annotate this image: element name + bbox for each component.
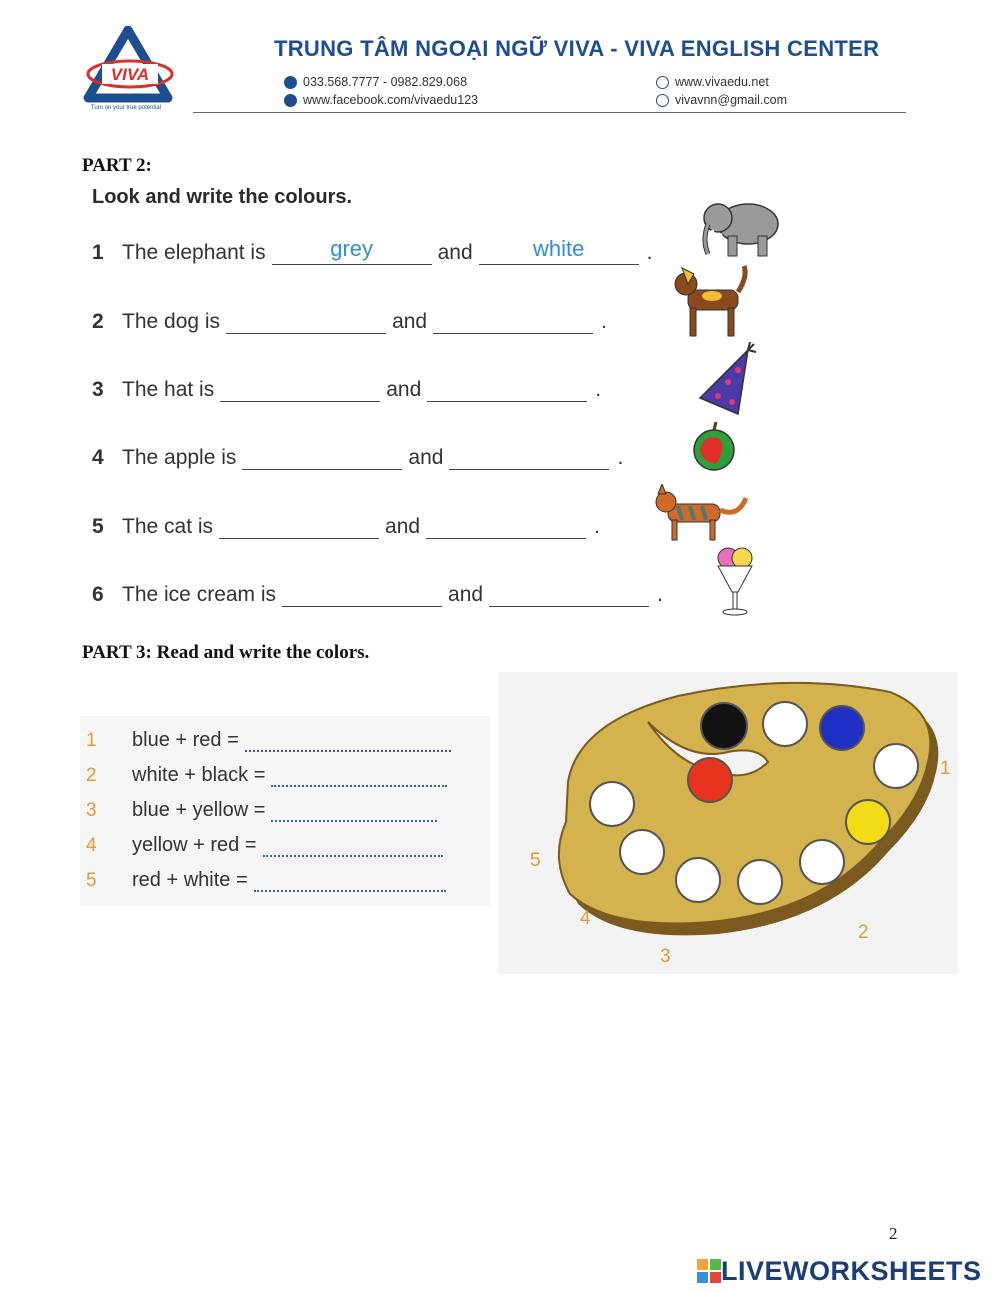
row-connector: and bbox=[408, 446, 444, 469]
row-number: 5 bbox=[92, 515, 104, 538]
facebook-text[interactable]: www.facebook.com/vivaedu123 bbox=[303, 93, 479, 107]
email-icon bbox=[656, 94, 669, 107]
header-divider bbox=[193, 112, 906, 113]
part2-heading: PART 2: bbox=[82, 155, 152, 176]
mix-row-5 bbox=[86, 862, 446, 892]
mix-equation: blue + yellow = bbox=[132, 799, 266, 821]
white-paint bbox=[874, 744, 918, 788]
mix-answer-5[interactable] bbox=[254, 872, 446, 892]
white-paint bbox=[800, 840, 844, 884]
elephant-picture bbox=[698, 194, 786, 265]
row-number: 2 bbox=[92, 310, 104, 333]
dog-picture bbox=[668, 262, 752, 347]
answer-text: white bbox=[532, 236, 585, 261]
white-paint bbox=[763, 702, 807, 746]
row-connector: and bbox=[385, 515, 421, 538]
party-hat-picture bbox=[694, 342, 760, 423]
answer-blank-5b[interactable] bbox=[426, 512, 586, 539]
answer-blank-2b[interactable] bbox=[433, 307, 593, 334]
black-paint bbox=[701, 703, 747, 749]
answer-blank-1b[interactable] bbox=[479, 238, 639, 265]
yellow-paint bbox=[846, 800, 890, 844]
part2-instruction: Look and write the colours. bbox=[92, 186, 353, 208]
blue-paint bbox=[820, 706, 864, 750]
viva-logo bbox=[82, 26, 174, 112]
row-number: 1 bbox=[92, 241, 104, 264]
center-name: TRUNG TÂM NGOẠI NGỮ VIVA - VIVA ENGLISH CENTER bbox=[274, 36, 880, 61]
palette-label: 1 bbox=[940, 758, 951, 779]
phone-icon bbox=[284, 76, 297, 89]
white-paint bbox=[676, 858, 720, 902]
globe-icon bbox=[656, 76, 669, 89]
answer-blank-6a[interactable] bbox=[282, 580, 442, 607]
apple-picture bbox=[688, 420, 740, 477]
mix-number: 3 bbox=[86, 800, 97, 821]
row-connector: and bbox=[392, 310, 428, 333]
palette-label: 4 bbox=[580, 908, 591, 929]
part3-heading: PART 3: Read and write the colors. bbox=[82, 642, 370, 663]
exercise-row-5: 5 The cat is and . bbox=[92, 499, 600, 539]
exercise-row-1: 1 The elephant is grey and white . bbox=[92, 236, 653, 264]
answer-blank-4a[interactable] bbox=[242, 443, 402, 470]
mix-answer-3[interactable] bbox=[271, 802, 437, 822]
red-paint bbox=[688, 758, 732, 802]
mix-row-4 bbox=[86, 827, 443, 857]
answer-blank-1a[interactable] bbox=[272, 238, 432, 265]
mix-equation: white + black = bbox=[132, 764, 266, 786]
row-number: 6 bbox=[92, 583, 104, 606]
row-sentence: The hat is bbox=[122, 378, 215, 401]
facebook-contact bbox=[284, 93, 478, 107]
white-paint bbox=[620, 830, 664, 874]
paint-palette-figure bbox=[498, 672, 958, 974]
cat-picture bbox=[654, 484, 754, 549]
row-sentence: The elephant is bbox=[122, 241, 266, 264]
answer-blank-2a[interactable] bbox=[226, 307, 386, 334]
white-paint bbox=[590, 782, 634, 826]
answer-blank-5a[interactable] bbox=[219, 512, 379, 539]
mix-answer-2[interactable] bbox=[271, 767, 447, 787]
answer-blank-4b[interactable] bbox=[449, 443, 609, 470]
mix-answer-4[interactable] bbox=[263, 837, 443, 857]
phone-contact bbox=[284, 75, 467, 89]
mix-number: 4 bbox=[86, 835, 97, 856]
mix-number: 5 bbox=[86, 870, 97, 891]
liveworksheets-brand[interactable] bbox=[697, 1256, 982, 1287]
mix-row-1 bbox=[86, 722, 451, 752]
mix-row-3 bbox=[86, 792, 437, 822]
exercise-row-6: 6 The ice cream is and . bbox=[92, 567, 663, 607]
answer-text: grey bbox=[330, 236, 373, 261]
palette-label: 2 bbox=[858, 922, 869, 943]
mix-number: 2 bbox=[86, 765, 97, 786]
ice-cream-picture bbox=[710, 544, 760, 623]
row-sentence: The dog is bbox=[122, 310, 221, 333]
answer-blank-6b[interactable] bbox=[489, 580, 649, 607]
answer-blank-3b[interactable] bbox=[427, 375, 587, 402]
row-sentence: The apple is bbox=[122, 446, 237, 469]
mix-answer-1[interactable] bbox=[245, 732, 451, 752]
website-contact bbox=[656, 75, 769, 89]
website-text[interactable]: www.vivaedu.net bbox=[675, 75, 769, 89]
row-sentence: The ice cream is bbox=[122, 583, 277, 606]
white-paint bbox=[738, 860, 782, 904]
liveworksheets-text: LIVEWORKSHEETS bbox=[721, 1256, 982, 1286]
liveworksheets-logo-icon bbox=[697, 1259, 721, 1285]
row-connector: and bbox=[386, 378, 422, 401]
mix-equation: red + white = bbox=[132, 869, 248, 891]
logo-tagline: Turn on your true potential bbox=[90, 105, 162, 111]
phone-text: 033.568.7777 - 0982.829.068 bbox=[303, 75, 468, 89]
exercise-row-4: 4 The apple is and . bbox=[92, 430, 623, 470]
row-connector: and bbox=[437, 241, 473, 264]
row-number: 4 bbox=[92, 446, 104, 469]
exercise-row-2: 2 The dog is and . bbox=[92, 294, 607, 334]
row-connector: and bbox=[448, 583, 484, 606]
mix-equation: blue + red = bbox=[132, 729, 239, 751]
page-number: 2 bbox=[889, 1224, 898, 1243]
exercise-row-3: 3 The hat is and . bbox=[92, 362, 601, 402]
mix-row-2 bbox=[86, 757, 447, 787]
mix-number: 1 bbox=[86, 730, 97, 751]
answer-blank-3a[interactable] bbox=[220, 375, 380, 402]
email-text[interactable]: vivavnn@gmail.com bbox=[675, 93, 788, 107]
logo-text: VIVA bbox=[110, 65, 150, 84]
palette-label: 5 bbox=[530, 850, 541, 871]
row-sentence: The cat is bbox=[122, 515, 214, 538]
mix-equation: yellow + red = bbox=[132, 834, 257, 856]
palette-label: 3 bbox=[660, 946, 671, 967]
row-number: 3 bbox=[92, 378, 104, 401]
email-contact bbox=[656, 93, 787, 107]
facebook-icon bbox=[284, 94, 297, 107]
